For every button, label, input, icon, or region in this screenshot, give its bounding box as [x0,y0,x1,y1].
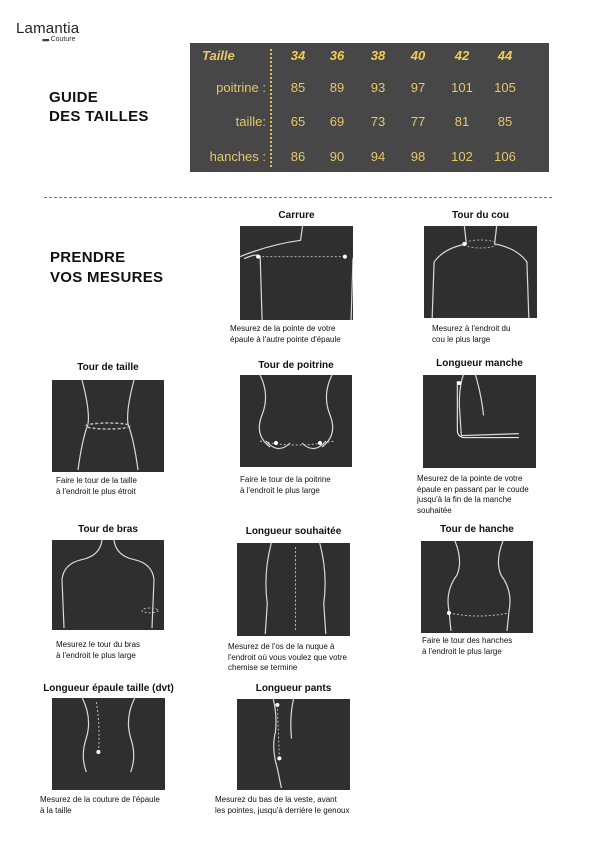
size-value-cell: 97 [410,80,426,95]
longueur-manche-illustration [423,375,536,468]
logo-sub-text: Couture [50,36,76,43]
description-line: à la taille [40,805,72,815]
description-line: souhaitée [417,505,452,515]
tour-de-bras-illustration [52,540,164,630]
section-divider [44,197,552,198]
size-value-cell: 105 [494,80,516,95]
size-value-cell: 85 [497,114,513,129]
size-guide-title-line1: GUIDE [49,89,99,106]
measures-heading-line2: VOS MESURES [50,269,164,286]
logo-sub [42,36,79,43]
description-line: jusqu'à la fin de la manche [417,495,512,504]
carrure-illustration [240,226,353,320]
longueur-pants-illustration [237,699,350,790]
size-value-cell: 101 [451,80,473,95]
tour-de-hanche-illustration [421,541,533,633]
description-line: l'endroit où vous voulez que votre [228,652,347,662]
measurement-card-description [40,795,230,816]
measurement-card-description [422,636,596,657]
size-value-cell: 93 [370,80,386,95]
description-line: chemise se termine [228,663,298,672]
size-header-cell: 36 [329,48,345,63]
measurement-card-description [215,795,405,816]
size-value-cell: 89 [329,80,345,95]
size-table [190,43,549,172]
measurement-card-description [56,476,246,497]
measures-heading-line1: PRENDRE [50,249,126,266]
longueur-souhaitee-illustration [237,543,350,636]
measurement-card-title: Tour de hanche [440,524,514,535]
measurement-card-description [230,324,420,345]
size-guide-title-line2: DES TAILLES [49,108,149,125]
size-table-header-label: Taille [202,48,235,63]
description-line: à l'endroit le plus large [56,650,136,660]
size-value-cell: 98 [410,149,426,164]
longueur-epaule-taille-illustration [52,698,165,790]
size-header-cell: 44 [497,48,513,63]
size-value-cell: 73 [370,114,386,129]
size-header-cell: 42 [454,48,470,63]
logo-dots: ▪▪▪ [42,34,49,45]
measurement-card-description [417,474,596,516]
size-header-cell: 34 [290,48,306,63]
size-header-cell: 40 [410,48,426,63]
size-row-label: poitrine : [216,80,266,95]
size-row-label: hanches : [209,149,266,164]
description-line: Faire le tour de la poitrine [240,475,331,484]
description-line: Mesurez du bas de la veste, avant [215,795,337,804]
description-line: Mesurez à l'endroit du [432,324,511,333]
description-line: à l'endroit le plus large [240,485,320,495]
size-table-separator [270,49,272,167]
measurement-card-title: Longueur manche [436,358,523,369]
measurement-card-description [56,640,246,661]
description-line: à l'endroit le plus large [422,646,502,656]
size-value-cell: 81 [454,114,470,129]
description-line: Mesurez de la pointe de votre [417,474,523,483]
measurement-card-title: Longueur épaule taille (dvt) [43,683,174,694]
measurement-card-title: Tour du cou [451,210,510,221]
size-value-cell: 69 [329,114,345,129]
description-line: Faire le tour de la taille [56,476,137,485]
description-line: épaule à l'autre pointe d'épaule [230,334,341,344]
logo-brand: Lamantia [16,20,80,37]
tour-de-taille-illustration [52,380,164,472]
measurement-card-title: Carrure [278,210,315,221]
description-line: épaule en passant par le coude [417,484,529,494]
size-row-label: taille: [235,114,266,129]
size-value-cell: 85 [290,80,306,95]
size-value-cell: 94 [370,149,386,164]
description-line: Mesurez de l'os de la nuque à [228,642,335,651]
description-line: Mesurez le tour du bras [56,640,141,649]
description-line: Mesurez de la couture de l'épaule [40,795,160,804]
description-line: Mesurez de la pointe de votre [230,324,336,333]
description-line: cou le plus large [432,334,491,344]
measurement-card-description [228,642,418,674]
tour-de-poitrine-illustration [240,375,352,467]
measures-heading [50,248,163,288]
size-value-cell: 102 [451,149,473,164]
size-value-cell: 106 [494,149,516,164]
size-header-cell: 38 [370,48,386,63]
description-line: Faire le tour des hanches [422,636,513,645]
description-line: à l'endroit le plus étroit [56,486,136,496]
measurement-card-title: Longueur souhaitée [245,526,342,537]
size-guide-title [49,88,149,126]
brand-logo [16,20,79,43]
measurement-card-title: Tour de poitrine [258,360,334,371]
size-value-cell: 77 [410,114,426,129]
measurement-card-title: Tour de bras [78,524,138,535]
measurement-card-title: Longueur pants [255,683,332,694]
description-line: les pointes, jusqu'à derrière le genoux [215,805,350,815]
size-value-cell: 86 [290,149,306,164]
measurement-card-description [432,324,596,345]
size-value-cell: 90 [329,149,345,164]
measurement-card-title: Tour de taille [77,362,139,373]
size-value-cell: 65 [290,114,306,129]
measurement-card-description [240,475,430,496]
tour-du-cou-illustration [424,226,537,318]
